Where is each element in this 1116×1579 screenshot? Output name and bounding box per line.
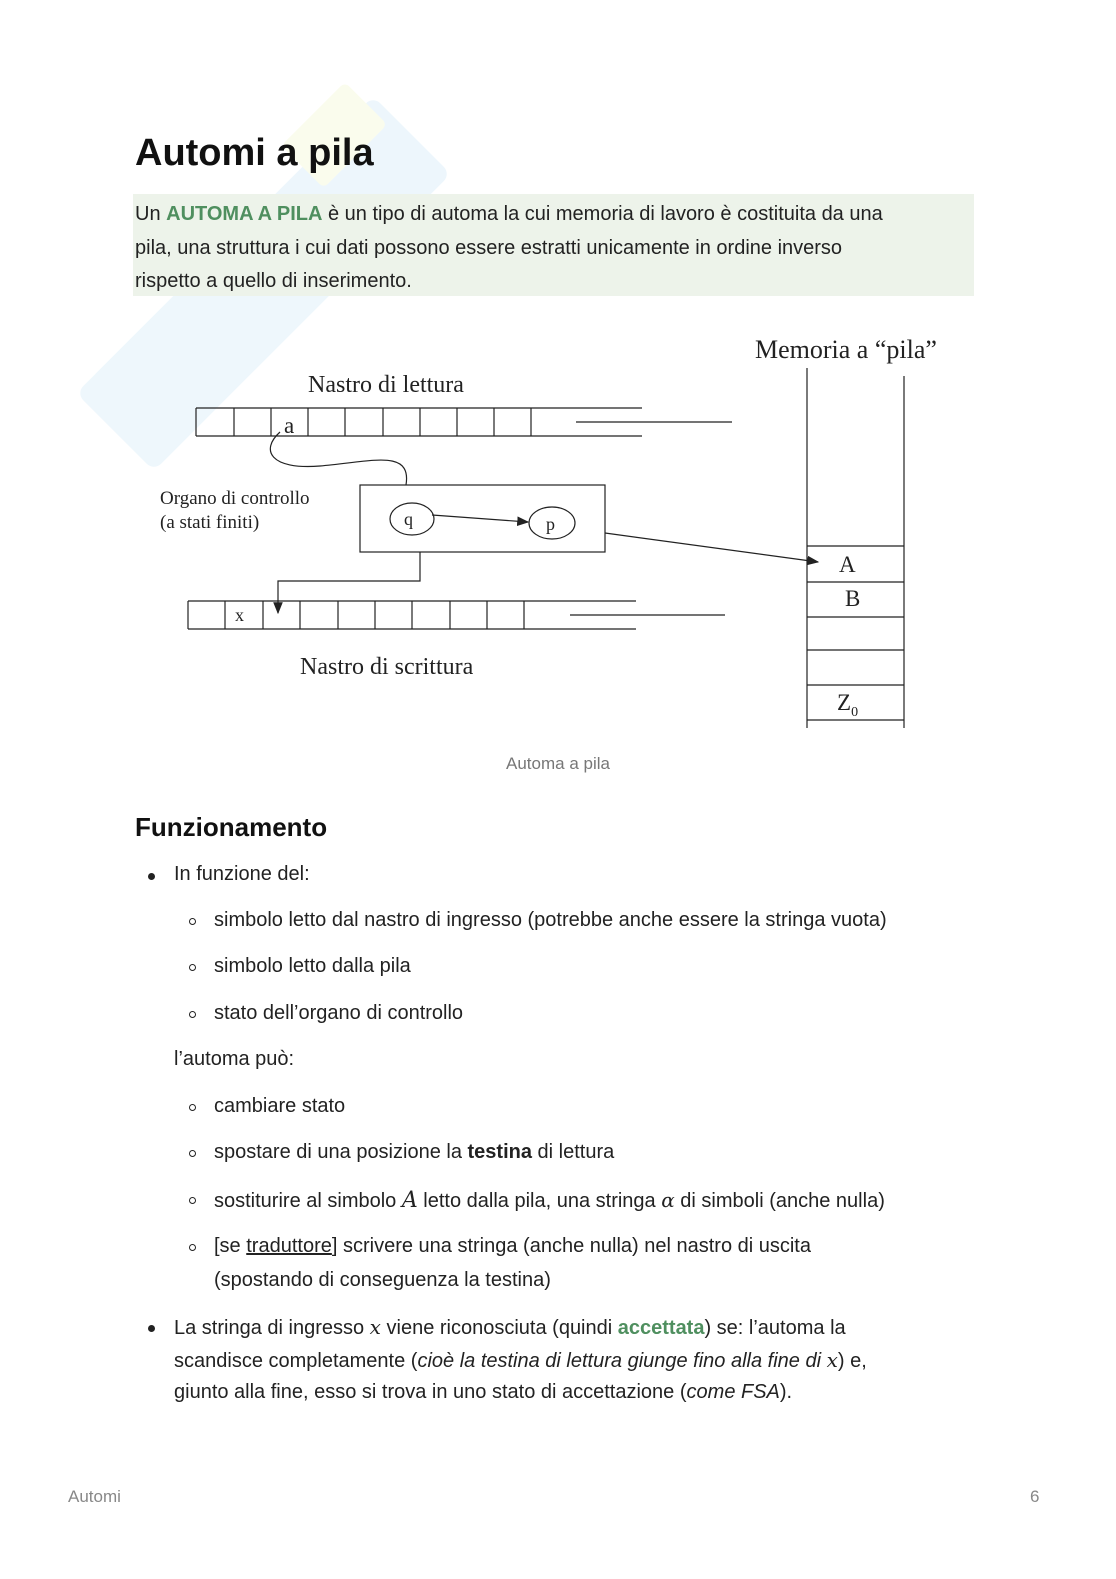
state-q: q xyxy=(404,509,413,529)
definition-term: AUTOMA A PILA xyxy=(166,203,323,225)
accettata-term: accettata xyxy=(617,1317,705,1339)
list-item-continuation: (spostando di conseguenza la testina) xyxy=(214,1269,551,1291)
stack-second-symbol: B xyxy=(845,586,861,611)
list-item: simbolo letto dal nastro di ingresso (potrebbe anche essere la stringa vuota) xyxy=(214,909,887,931)
sub-bullet xyxy=(189,1197,196,1204)
list-item: simbolo letto dalla pila xyxy=(214,955,411,977)
traduttore-link[interactable]: traduttore xyxy=(246,1235,332,1257)
list-item-continuation: giunto alla fine, esso si trova in uno stato di accettazione (come FSA). xyxy=(174,1381,793,1403)
output-tape-label: Nastro di scrittura xyxy=(300,654,474,680)
list-item: sostiturire al simbolo A letto dalla pila, una stringa α di simboli (anche nulla) xyxy=(214,1188,885,1213)
sub-bullet xyxy=(189,964,196,971)
bullet-dot xyxy=(148,1325,155,1332)
sub-bullet xyxy=(189,1011,196,1018)
footer-left: Automi xyxy=(68,1487,121,1506)
list-item: cambiare stato xyxy=(214,1095,346,1117)
list-item: stato dell’organo di controllo xyxy=(214,1002,464,1024)
memory-label: Memoria a “pila” xyxy=(755,335,937,364)
input-symbol: a xyxy=(284,413,295,438)
control-label-1: Organo di controllo xyxy=(160,488,310,509)
control-label-2: (a stati finiti) xyxy=(160,512,260,533)
list-item: La stringa di ingresso x viene riconosciuta (quindi accettata) se: l’automa la xyxy=(174,1315,846,1339)
bullet-dot xyxy=(148,873,155,880)
section-title: Funzionamento xyxy=(135,812,328,842)
pushdown-automaton-diagram xyxy=(150,330,970,735)
page-number: 6 xyxy=(1030,1487,1040,1506)
sub-bullet xyxy=(189,918,196,925)
list-item: spostare di una posizione la testina di lettura xyxy=(214,1141,615,1163)
sub-bullet xyxy=(189,1150,196,1157)
stack-bottom-symbol: $Z_0$ xyxy=(837,690,859,720)
sub-bullet xyxy=(189,1104,196,1111)
definition-box: Un AUTOMA A PILA è un tipo di automa la cui memoria di lavoro è costituita da una pila, una struttura i cui dati possono essere estratti unicamente in ordine inverso rispetto a quello di inserimento. xyxy=(133,194,974,296)
sub-bullet xyxy=(189,1244,196,1251)
list-item: In funzione del: xyxy=(174,863,310,885)
page-title: Automi a pila xyxy=(135,132,374,174)
input-tape-label: Nastro di lettura xyxy=(308,372,464,398)
figure-caption: Automa a pila xyxy=(506,754,610,773)
state-p: p xyxy=(546,514,555,534)
output-symbol: x xyxy=(235,605,244,625)
list-item: [se traduttore] scrivere una stringa (anche nulla) nel nastro di uscita xyxy=(214,1235,811,1257)
stack-top-symbol: A xyxy=(839,552,856,577)
list-item-continuation: scandisce completamente (cioè la testina di lettura giunge fino alla fine di x) e, xyxy=(174,1348,867,1372)
list-text: l’automa può: xyxy=(174,1048,295,1070)
